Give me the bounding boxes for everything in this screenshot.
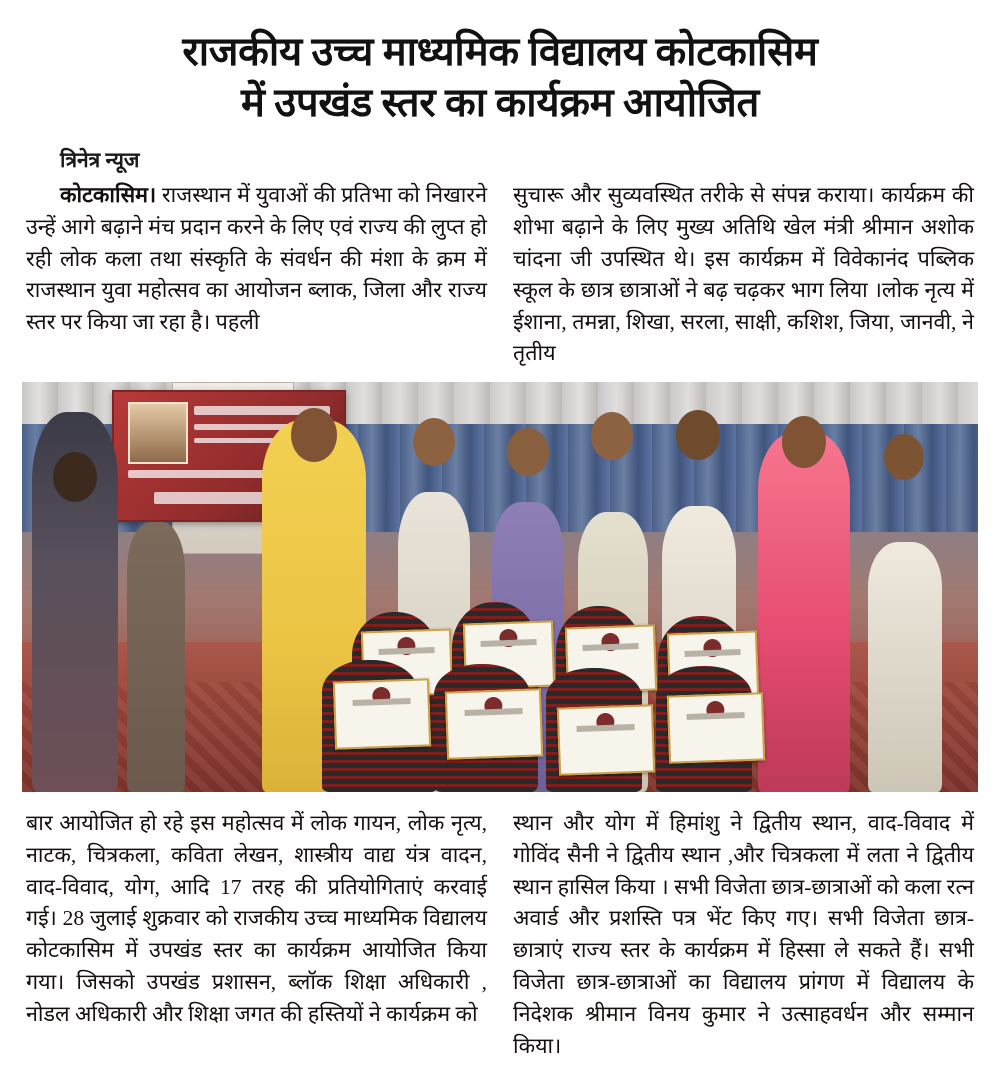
byline-block <box>0 136 1000 174</box>
certificate <box>333 678 431 749</box>
attendee-head <box>291 408 337 462</box>
certificate <box>667 692 765 763</box>
dateline: कोटकासिम। <box>60 183 157 208</box>
attendee-head <box>53 452 97 502</box>
attendee-head <box>507 428 549 476</box>
certificate-seal <box>703 639 722 658</box>
certificate-seal <box>706 701 725 720</box>
attendee-head <box>591 412 633 460</box>
certificate-seal <box>601 633 620 652</box>
article-photo <box>22 382 978 792</box>
certificate-seal <box>596 713 615 732</box>
attendee-head <box>884 434 924 480</box>
certificate-seal <box>499 629 518 648</box>
bottom-right-column: स्थान और योग में हिमांशु ने द्वितीय स्थान, वाद-विवाद में गोविंद सैनी ने द्वितीय स्थान ,और चित्रकला में लता ने द्वितीय स्थान हासिल किया । सभी विजेता छात्र-छात्राओं को कला रत्न अवार्ड और प्रशस्ति पत्र भेंट किए गए। सभी विजेता छात्र-छात्राएं राज्य स्तर के कार्यक्रम में हिस्सा ले सकते हैं। सभी विजेता छात्र-छात्राओं का विद्यालय प्रांगण में विद्यालय के निदेशक श्रीमान विनय कुमार ने उत्साहवर्धन और सम्मान किया। <box>513 810 974 1058</box>
top-left-column <box>26 180 487 370</box>
headline-line-1: राजकीय उच्च माध्यमिक विद्यालय कोटकासिम <box>182 29 818 74</box>
attendee <box>868 542 942 792</box>
certificate <box>445 688 543 759</box>
page-title <box>0 0 1000 136</box>
attendee-head <box>676 410 720 460</box>
top-article-columns <box>0 176 1000 370</box>
bottom-article-columns <box>0 802 1000 1072</box>
certificate-seal <box>484 697 503 716</box>
bottom-left-column: बार आयोजित हो रहे इस महोत्सव में लोक गायन, लोक नृत्य, नाटक, चित्रकला, कविता लेखन, शास्त्रीय वाद्य यंत्र वादन, वाद-विवाद, योग, आदि 17 तरह की प्रतियोगिताएं करवाई गई। 28 जुलाई शुक्रवार को राजकीय उच्च माध्यमिक विद्यालय कोटकासिम में उपखंड स्तर का कार्यक्रम आयोजित किया गया। जिसको उपखंड प्रशासन, ब्लॉक शिक्षा अधिकारी , नोडल अधिकारी और शिक्षा जगत की हस्तियों ने कार्यक्रम को <box>26 810 487 1026</box>
headline-line-2: में उपखंड स्तर का कार्यक्रम आयोजित <box>240 80 760 126</box>
banner-portrait <box>128 402 188 464</box>
certificate-seal <box>372 687 391 706</box>
attendee-head <box>782 416 826 468</box>
top-right-column: सुचारू और सुव्यवस्थित तरीके से संपन्न कराया। कार्यक्रम की शोभा बढ़ाने के लिए मुख्य अतिथि खेल मंत्री श्रीमान अशोक चांदना जी उपस्थित थे। इस कार्यक्रम में विवेकानंद पब्लिक स्कूल के छात्र छात्राओं ने बढ़ चढ़कर भाग लिया ।लोक नृत्य में ईशाना, तमन्ना, शिखा, सरला, साक्षी, कशिश, जिया, जानवी, ने तृतीय <box>513 183 974 366</box>
attendee <box>127 522 185 792</box>
byline: त्रिनेत्र न्यूज <box>60 148 140 173</box>
certificate <box>557 704 655 775</box>
top-left-body: राजस्थान में युवाओं की प्रतिभा को निखारने उन्हें आगे बढ़ाने मंच प्रदान करने के लिए एवं राज्य की लुप्त हो रही लोक कला तथा संस्कृति के संवर्धन की मंशा के क्रम में राजस्थान युवा महोत्सव का आयोजन ब्लाक, जिला और राज्य स्तर पर किया जा रहा है। पहली <box>26 183 487 334</box>
photo-image <box>22 382 978 792</box>
attendee-head <box>413 418 455 466</box>
attendee <box>758 432 850 792</box>
certificate-seal <box>397 637 416 656</box>
